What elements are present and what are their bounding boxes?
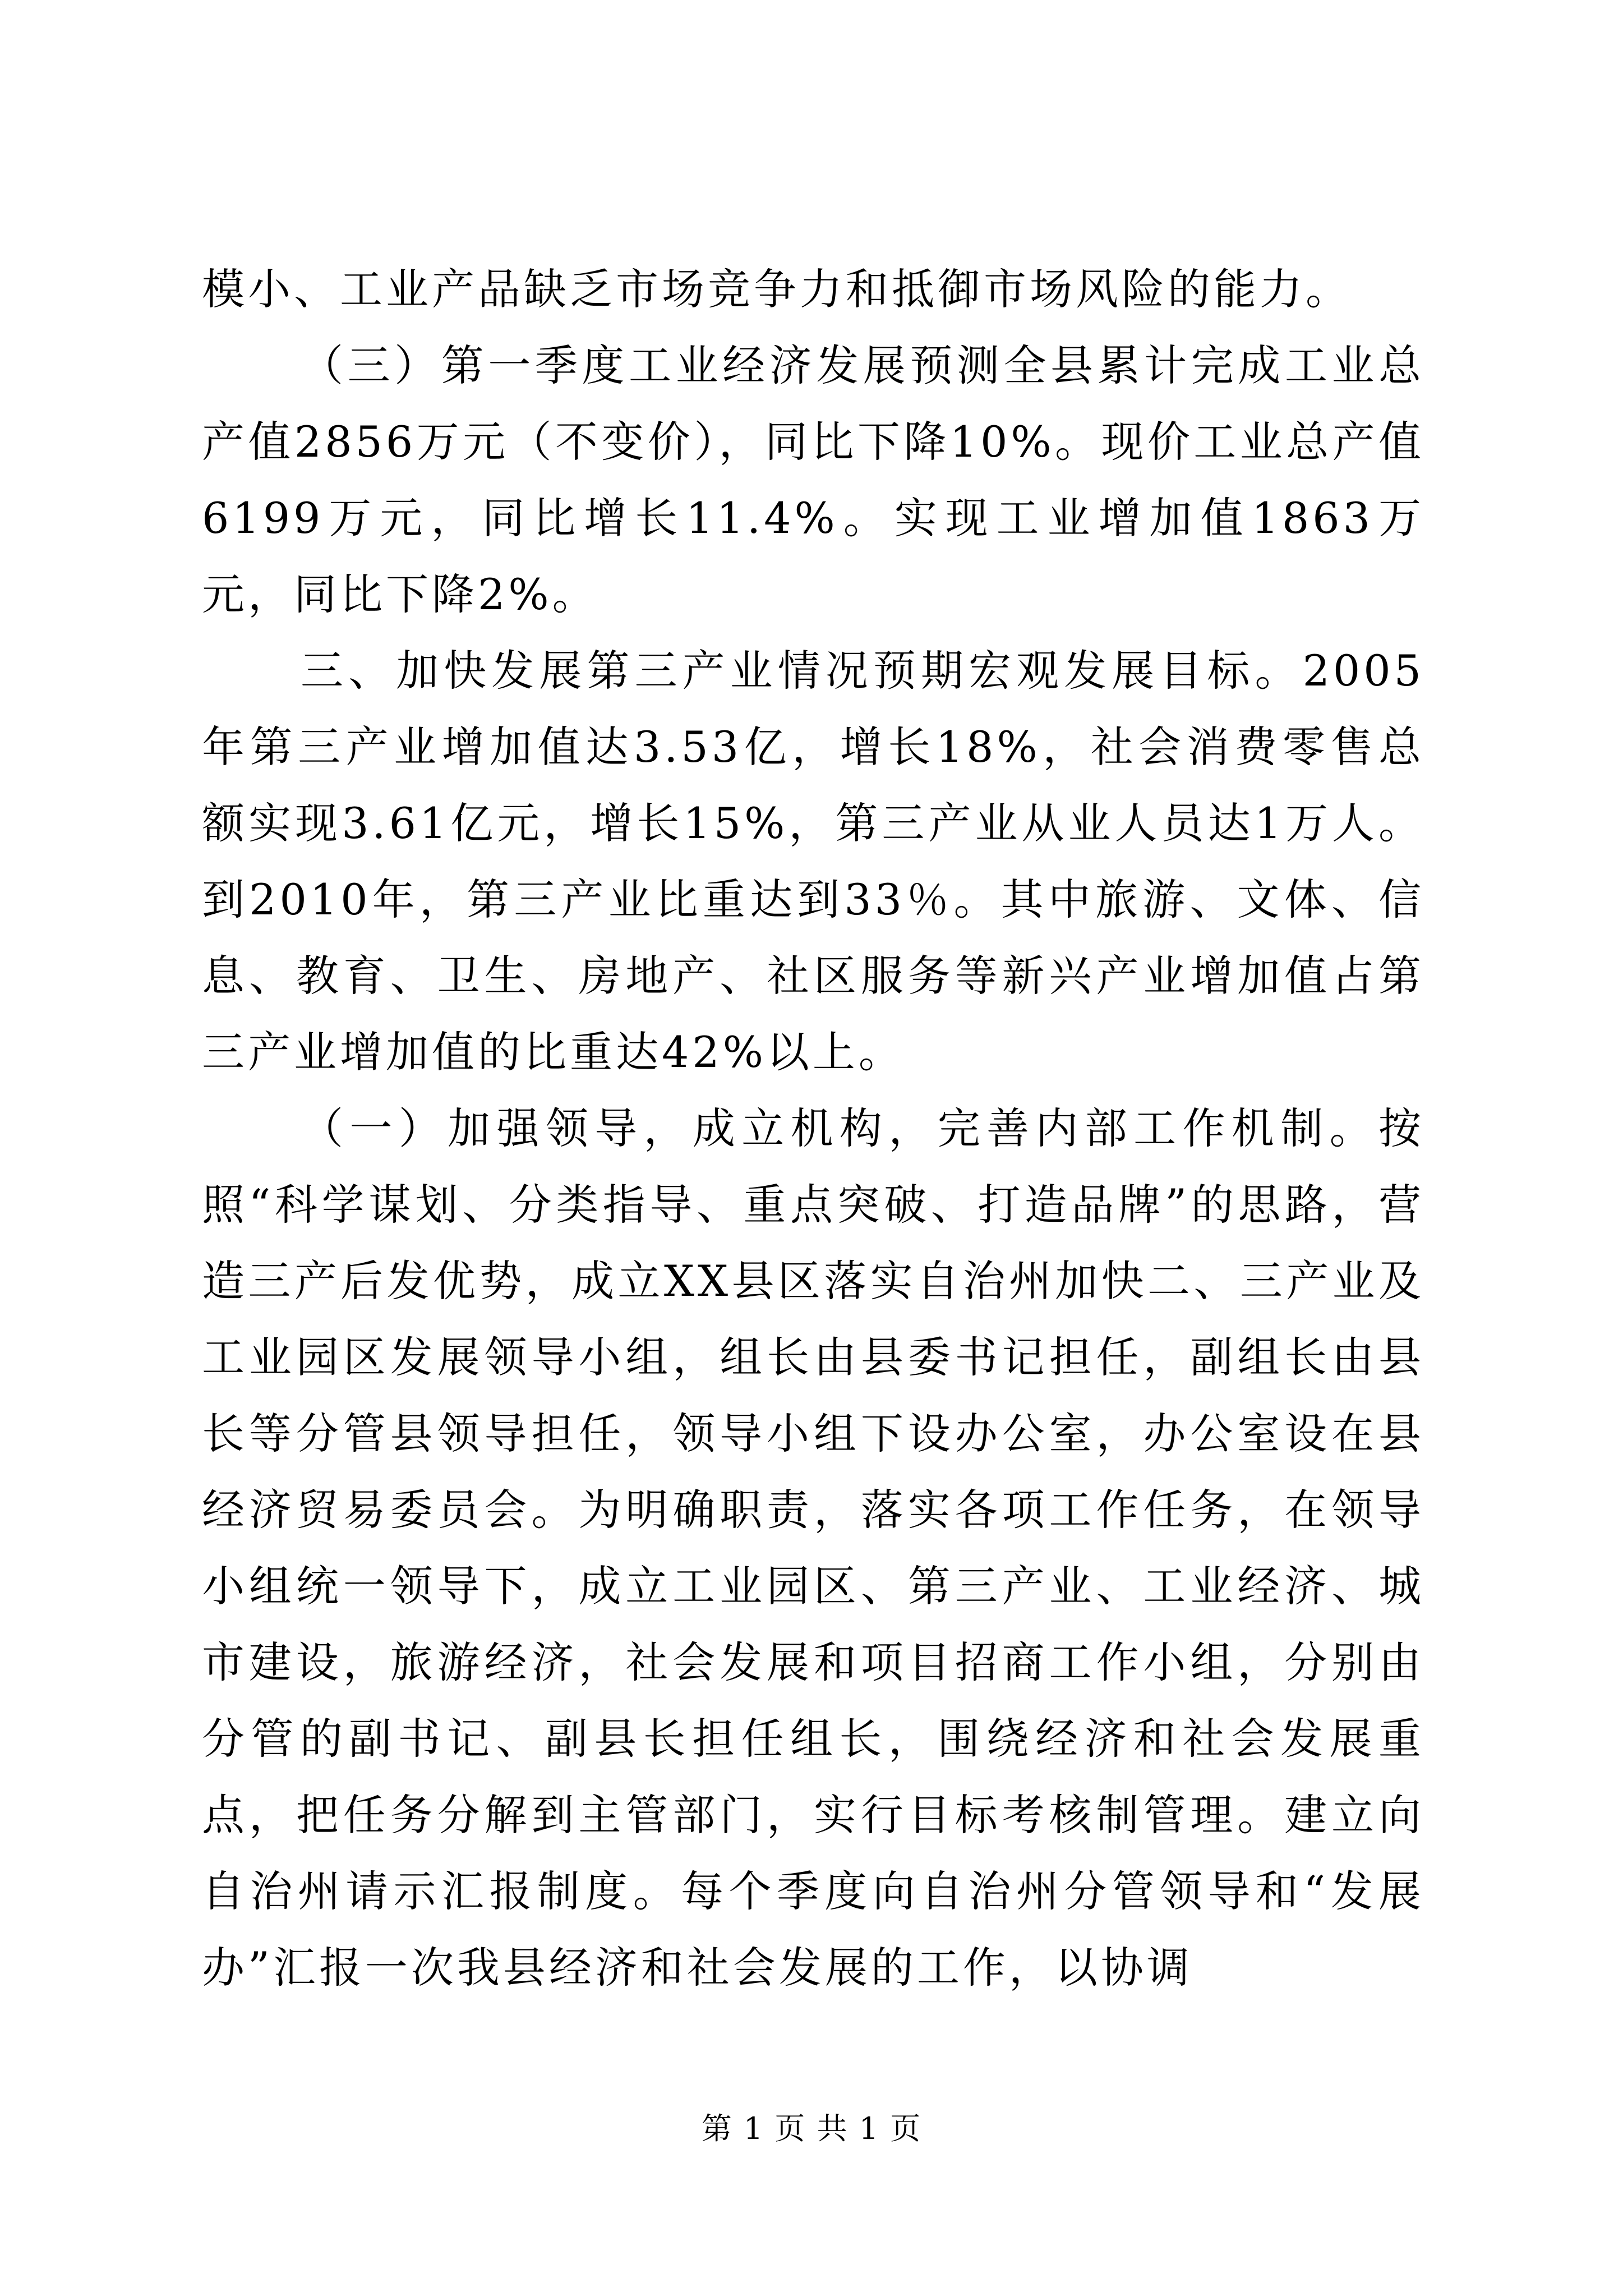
paragraph-1: 模小、工业产品缺乏市场竞争力和抵御市场风险的能力。 xyxy=(202,264,1352,314)
paragraph-3: 三、加快发展第三产业情况预期宏观发展目标。2005年第三产业增加值达3.53亿，增长18%，社会消费零售总额实现3.61亿元，增长15%，第三产业从业人员达1万人。到2010年，第三产业比重达到33％。其中旅游、文体、信息、教育、卫生、房地产、社区服务等新兴产业增加值占第三产业增加值的比重达42%以上。 xyxy=(202,646,1424,1077)
page-footer: 第 1 页 共 1 页 xyxy=(701,2111,922,2146)
paragraph-4: （一）加强领导，成立机构，完善内部工作机制。按照“科学谋划、分类指导、重点突破、打造品牌”的思路，营造三产后发优势，成立XX县区落实自治州加快二、三产业及工业园区发展领导小组，组长由县委书记担任，副组长由县长等分管县领导担任，领导小组下设办公室，办公室设在县经济贸易委员会。为明确职责，落实各项工作任务，在领导小组统一领导下，成立工业园区、第三产业、工业经济、城市建设，旅游经济，社会发展和项目招商工作小组，分别由分管的副书记、副县长担任组长，围绕经济和社会发展重点，把任务分解到主管部门，实行目标考核制管理。建立向自治州请示汇报制度。每个季度向自治州分管领导和“发展办”汇报一次我县经济和社会发展的工作，以协调 xyxy=(202,1103,1424,1993)
document-body xyxy=(202,251,1424,2006)
paragraph-2: （三）第一季度工业经济发展预测全县累计完成工业总产值2856万元（不变价），同比下降10%。现价工业总产值6199万元，同比增长11.4%。实现工业增加值1863万元，同比下降2%。 xyxy=(202,341,1424,619)
